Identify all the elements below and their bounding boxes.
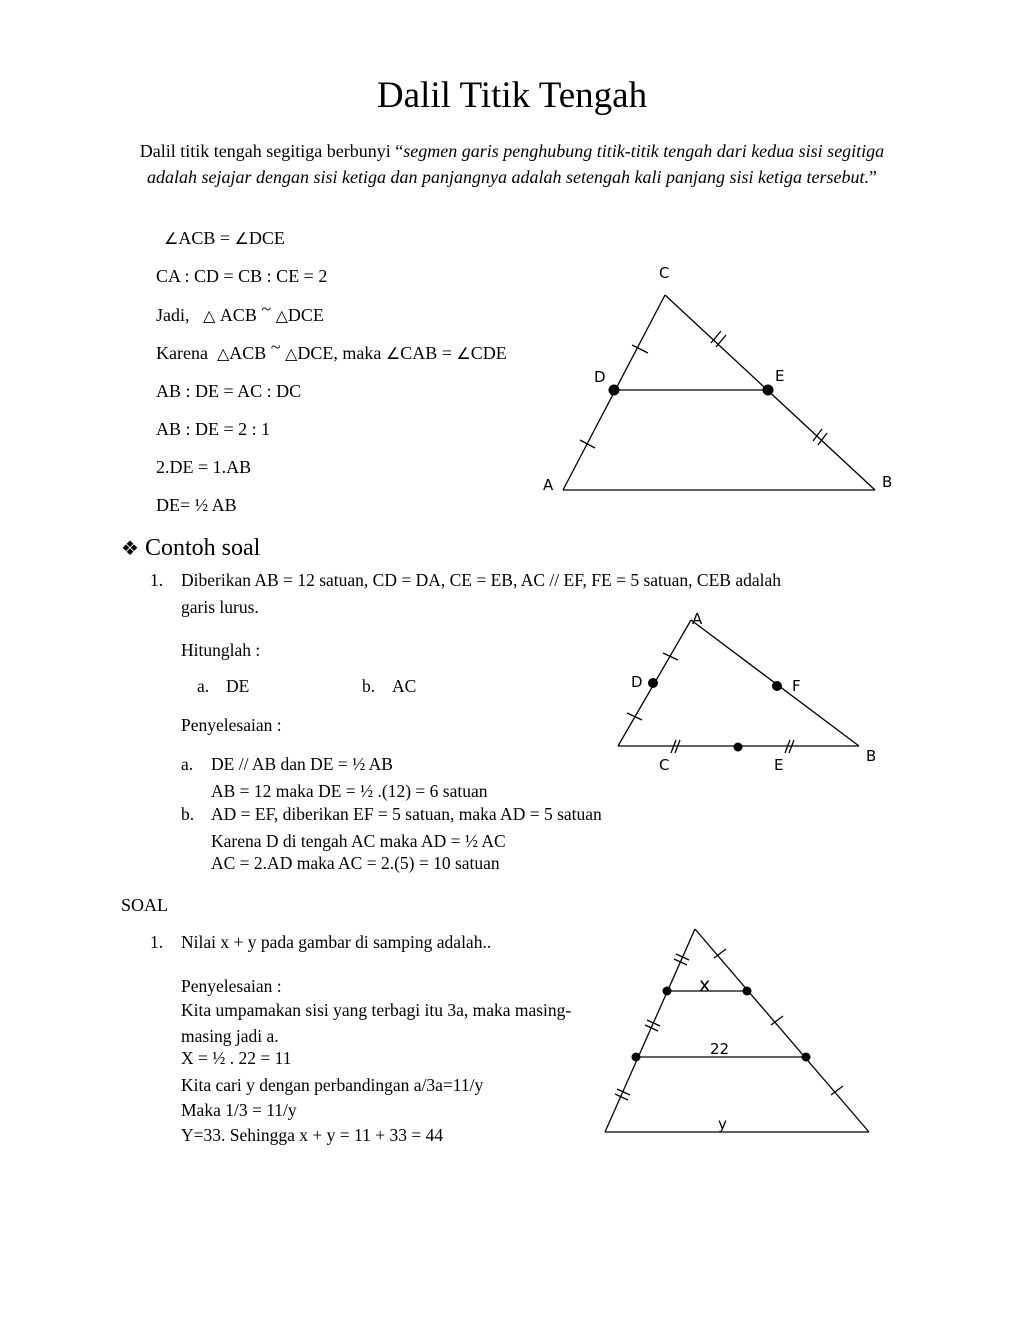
similar-icon: ~	[261, 299, 272, 319]
soal-number: 1.	[150, 932, 164, 952]
intro-quote: segmen garis penghubung titik-titik tengah dari kedua sisi segitiga adalah sejajar dengan sisi ketiga dan panjangnya adalah setengah kali panjang sisi ketiga tersebut.	[147, 141, 885, 187]
solution-b-2: Karena D di tengah AC maka AD = ½ AC	[211, 831, 506, 851]
proof-line-7: 2.DE = 1.AB	[156, 457, 252, 477]
option-a-label: a.	[197, 676, 210, 696]
label-22: 22	[710, 1040, 730, 1058]
contoh-hitung: Hitunglah :	[181, 640, 261, 660]
label-a: A	[543, 476, 554, 494]
solution-b-1: AD = EF, diberikan EF = 5 satuan, maka AD = 5 satuan	[211, 804, 602, 824]
tick-mark	[674, 959, 687, 965]
option-a: DE	[226, 676, 250, 696]
option-b: AC	[392, 676, 417, 696]
angle-icon: ∠	[164, 229, 179, 248]
page-title: Dalil Titik Tengah	[376, 75, 648, 116]
solution-a-label: a.	[181, 754, 194, 774]
soal-penyelesaian: Penyelesaian :	[181, 976, 282, 996]
proof-line-1: ∠ACB = ∠DCE	[164, 228, 285, 248]
point	[632, 1053, 641, 1062]
label-d: D	[631, 673, 643, 691]
soal-line-1: Kita umpamakan sisi yang terbagi itu 3a, maka masing-	[181, 1000, 572, 1020]
label-c: C	[659, 756, 670, 774]
intro-suffix: ”	[868, 167, 877, 187]
soal-line-5: Maka 1/3 = 11/y	[181, 1100, 297, 1120]
soal-line-6: Y=33. Sehingga x + y = 11 + 33 = 44	[181, 1125, 444, 1145]
contoh-penyelesaian: Penyelesaian :	[181, 715, 282, 735]
intro-prefix: Dalil titik tengah segitiga berbunyi “	[139, 141, 404, 161]
solution-b-3: AC = 2.AD maka AC = 2.(5) = 10 satuan	[211, 853, 500, 873]
label-b: B	[866, 747, 877, 765]
solution-b-label: b.	[181, 804, 195, 824]
label-e: E	[774, 756, 784, 774]
soal-question: Nilai x + y pada gambar di samping adalah..	[181, 932, 492, 952]
triangle-icon: △	[216, 344, 230, 363]
option-b-label: b.	[362, 676, 376, 696]
label-e: E	[775, 367, 785, 385]
label-d: D	[594, 368, 606, 386]
soal-line-2: masing jadi a.	[181, 1026, 279, 1046]
soal-line-3: X = ½ . 22 = 11	[181, 1048, 292, 1068]
soal-line-4: Kita cari y dengan perbandingan a/3a=11/y	[181, 1075, 484, 1095]
similar-icon: ~	[270, 337, 281, 357]
contoh-heading: ❖ Contoh soal	[121, 535, 261, 561]
side-left	[605, 929, 695, 1132]
proof-line-4: Karena △ACB ~ △DCE, maka ∠CAB = ∠CDE	[156, 337, 507, 363]
label-f: F	[792, 677, 801, 695]
proof-line-5: AB : DE = AC : DC	[156, 381, 302, 401]
tick-mark	[676, 954, 689, 960]
contoh-problem-1: Diberikan AB = 12 satuan, CD = DA, CE = EB, AC // EF, FE = 5 satuan, CEB adalah	[181, 570, 781, 590]
label-a: A	[692, 610, 703, 628]
diamond-bullet-icon: ❖	[121, 536, 139, 560]
contoh-number: 1.	[150, 570, 164, 590]
point	[743, 987, 752, 996]
proof-line-2: CA : CD = CB : CE = 2	[156, 266, 328, 286]
contoh-problem-2: garis lurus.	[181, 597, 259, 617]
point	[802, 1053, 811, 1062]
triangle-icon: △	[285, 344, 298, 363]
label-b: B	[882, 473, 893, 491]
proof-line-8: DE= ½ AB	[156, 495, 237, 515]
soal-heading: SOAL	[121, 895, 169, 915]
triangle-icon: △	[203, 306, 216, 325]
proof-line-6: AB : DE = 2 : 1	[156, 419, 271, 439]
point	[663, 987, 672, 996]
angle-icon: ∠	[385, 344, 401, 363]
proof-line-3: Jadi, △ ACB ~ △DCE	[156, 299, 324, 325]
tick-mark	[647, 1020, 660, 1026]
triangle-icon: △	[275, 306, 288, 325]
solution-a-2: AB = 12 maka DE = ½ .(12) = 6 satuan	[211, 781, 488, 801]
solution-a-1: DE // AB dan DE = ½ AB	[211, 754, 393, 774]
label-c: C	[659, 264, 670, 282]
label-y: y	[718, 1115, 727, 1133]
angle-icon: ∠	[234, 229, 249, 248]
side-right	[695, 929, 869, 1132]
angle-icon: ∠	[456, 344, 471, 363]
label-x: x	[699, 974, 711, 996]
